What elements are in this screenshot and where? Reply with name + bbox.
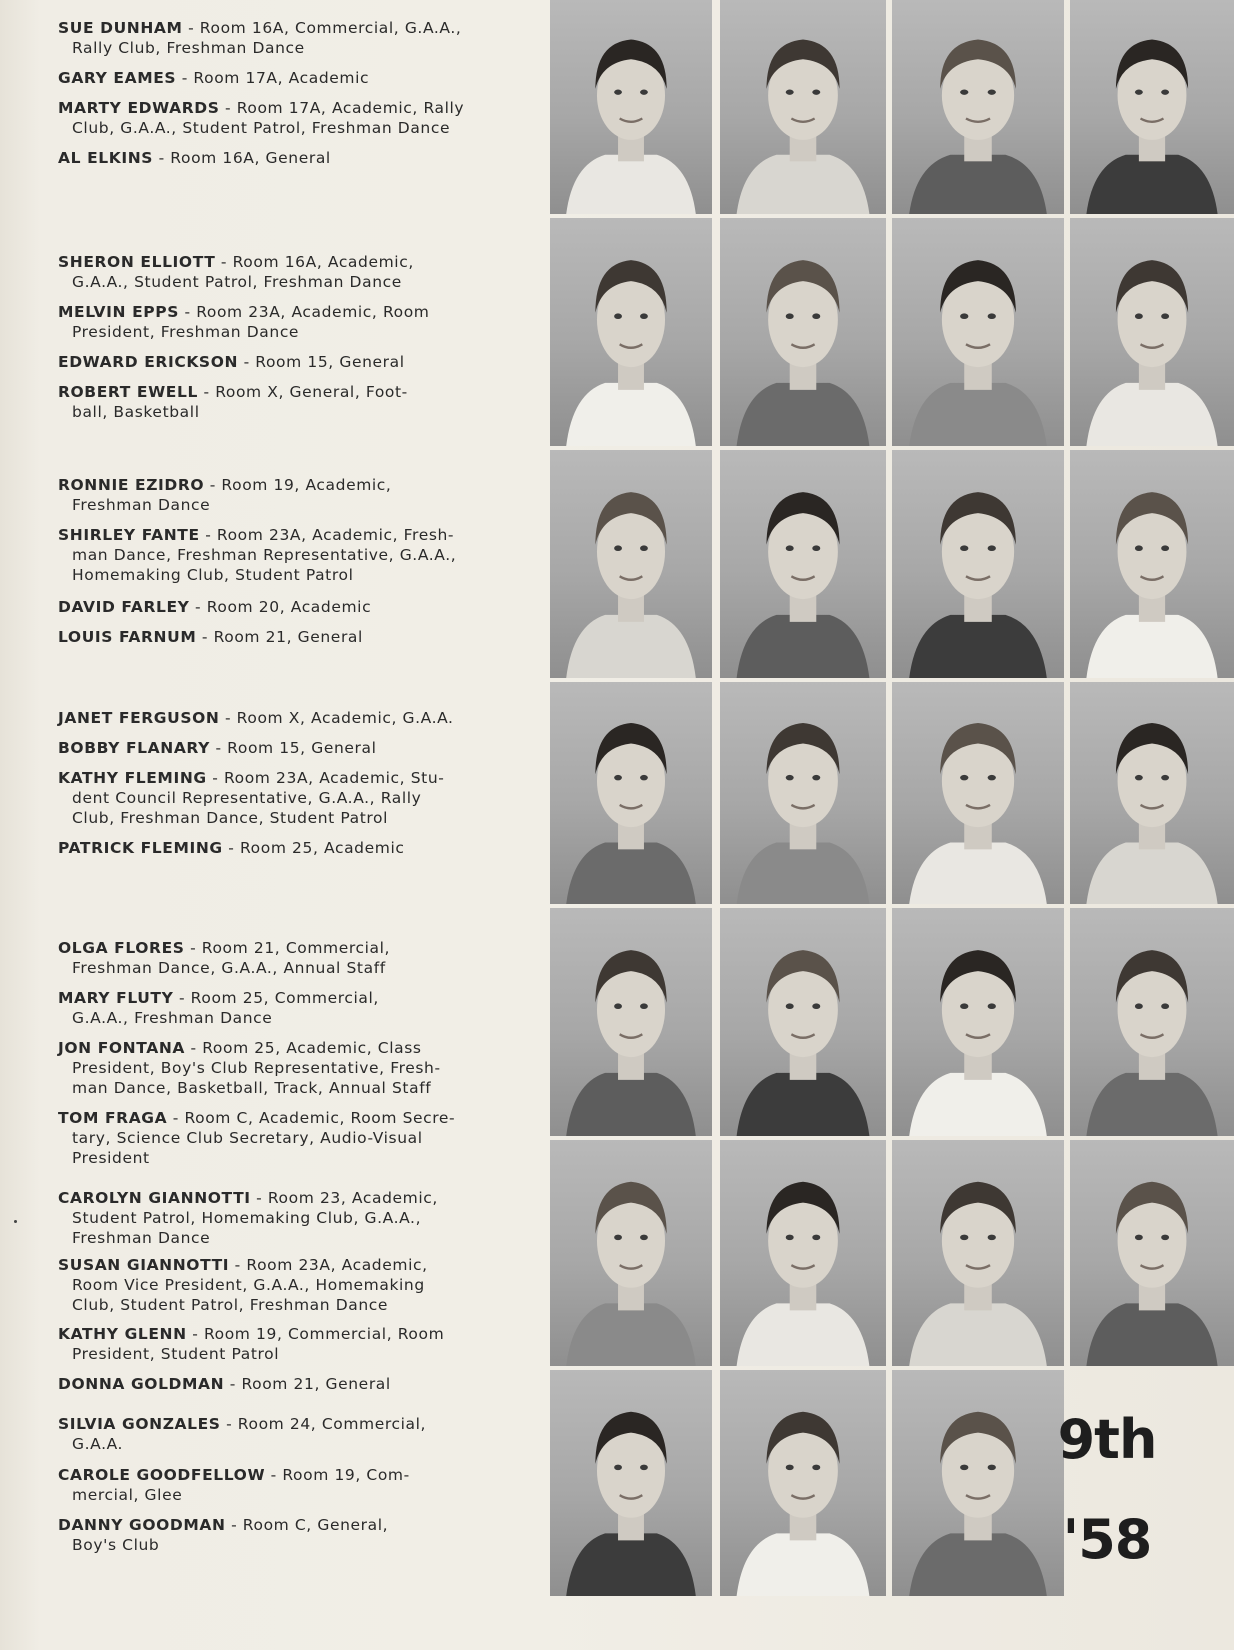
student-portrait	[720, 682, 886, 904]
student-entry-first-line	[58, 18, 518, 38]
student-name: RONNIE EZIDRO	[58, 476, 205, 494]
student-details: - Room C, General,	[225, 1516, 389, 1534]
student-details: - Room 23A, Academic,	[229, 1256, 428, 1274]
student-entry	[58, 738, 518, 758]
student-entry	[58, 1465, 518, 1505]
student-name: CAROLE GOODFELLOW	[58, 1466, 266, 1484]
student-details-continued: Student Patrol, Homemaking Club, G.A.A.,	[72, 1209, 422, 1227]
portrait-silhouette	[720, 1140, 886, 1366]
student-portrait	[550, 682, 712, 904]
student-details: - Room 16A, Commercial, G.A.A.,	[182, 19, 462, 37]
student-portrait	[550, 450, 712, 678]
student-list	[0, 0, 540, 1650]
student-details: - Room 23A, Academic, Room	[178, 303, 430, 321]
student-entry	[58, 1038, 518, 1098]
portrait-silhouette	[720, 682, 886, 904]
student-entry	[58, 1414, 518, 1454]
student-entry	[58, 1515, 518, 1555]
student-portrait	[1070, 1140, 1234, 1366]
student-portrait	[720, 0, 886, 214]
student-entry-first-line	[58, 302, 518, 322]
student-entry-first-line	[58, 68, 518, 88]
portrait-silhouette	[1070, 218, 1234, 446]
portrait-silhouette	[1070, 450, 1234, 678]
student-entry	[58, 18, 518, 58]
student-entry	[58, 98, 518, 138]
student-entry-first-line	[58, 838, 518, 858]
student-entry-first-line	[58, 1374, 518, 1394]
student-details-continued: President, Boy's Club Representative, Fresh-	[72, 1059, 441, 1077]
student-entry	[58, 1188, 518, 1248]
student-portrait	[1070, 218, 1234, 446]
student-entry-first-line	[58, 1038, 518, 1058]
student-entry	[58, 252, 518, 292]
student-entry	[58, 352, 518, 372]
student-name: JANET FERGUSON	[58, 709, 220, 727]
student-details-continued: President, Freshman Dance	[72, 323, 300, 341]
student-portrait	[550, 218, 712, 446]
portrait-silhouette	[892, 0, 1064, 214]
student-entry-first-line	[58, 627, 518, 647]
student-portrait	[1070, 450, 1234, 678]
student-entry-first-line	[58, 475, 518, 495]
student-details-continued: Room Vice President, G.A.A., Homemaking	[72, 1276, 425, 1294]
student-details-continued: Club, Freshman Dance, Student Patrol	[72, 809, 389, 827]
student-details-continued: man Dance, Freshman Representative, G.A.A.,	[72, 546, 457, 564]
student-name: CAROLYN GIANNOTTI	[58, 1189, 251, 1207]
student-details: - Room 23, Academic,	[250, 1189, 438, 1207]
student-name: LOUIS FARNUM	[58, 628, 197, 646]
student-entry	[58, 1108, 518, 1168]
student-entry-first-line	[58, 1465, 518, 1485]
portrait-silhouette	[1070, 1140, 1234, 1366]
student-entry	[58, 838, 518, 858]
student-details: - Room 15, General	[238, 353, 405, 371]
student-details: - Room 25, Academic, Class	[184, 1039, 422, 1057]
student-details-continued: Boy's Club	[72, 1536, 160, 1554]
student-details-continued: tary, Science Club Secretary, Audio-Visual	[72, 1129, 423, 1147]
portrait-silhouette	[550, 450, 712, 678]
student-details: - Room 16A, General	[153, 149, 331, 167]
student-name: DANNY GOODMAN	[58, 1516, 226, 1534]
portrait-silhouette	[550, 218, 712, 446]
student-details-continued: ball, Basketball	[72, 403, 200, 421]
student-portrait	[720, 218, 886, 446]
student-portrait	[720, 908, 886, 1136]
student-entry-first-line	[58, 1414, 518, 1434]
student-details-continued: man Dance, Basketball, Track, Annual Staff	[72, 1079, 432, 1097]
student-name: EDWARD ERICKSON	[58, 353, 239, 371]
student-entry	[58, 768, 518, 828]
student-details-continued: Rally Club, Freshman Dance	[72, 39, 305, 57]
student-portrait	[550, 0, 712, 214]
student-portrait	[1070, 0, 1234, 214]
student-entry-first-line	[58, 525, 518, 545]
student-name: TOM FRAGA	[58, 1109, 168, 1127]
student-entry	[58, 525, 518, 585]
student-details-continued: Club, Student Patrol, Freshman Dance	[72, 1296, 389, 1314]
student-entry-first-line	[58, 988, 518, 1008]
portrait-silhouette	[720, 218, 886, 446]
portrait-silhouette	[892, 1140, 1064, 1366]
student-portrait	[720, 1140, 886, 1366]
photo-grid	[548, 0, 1234, 1600]
student-name: DAVID FARLEY	[58, 598, 190, 616]
student-entry	[58, 597, 518, 617]
student-entry-first-line	[58, 738, 518, 758]
student-entry	[58, 302, 518, 342]
student-details: - Room 25, Academic	[222, 839, 405, 857]
student-portrait	[1070, 908, 1234, 1136]
student-name: MELVIN EPPS	[58, 303, 179, 321]
student-entry	[58, 1374, 518, 1394]
portrait-silhouette	[892, 908, 1064, 1136]
student-entry-first-line	[58, 1108, 518, 1128]
student-entry-first-line	[58, 768, 518, 788]
student-details: - Room 17A, Academic	[176, 69, 370, 87]
student-entry-first-line	[58, 382, 518, 402]
student-details-continued: Freshman Dance, G.A.A., Annual Staff	[72, 959, 386, 977]
student-name: OLGA FLORES	[58, 939, 185, 957]
student-entry	[58, 475, 518, 515]
grade-label: 9th	[1057, 1408, 1157, 1471]
student-name: MARTY EDWARDS	[58, 99, 220, 117]
student-portrait	[892, 682, 1064, 904]
portrait-silhouette	[892, 218, 1064, 446]
student-entry	[58, 938, 518, 978]
portrait-silhouette	[720, 450, 886, 678]
student-name: JON FONTANA	[58, 1039, 185, 1057]
student-entry	[58, 1324, 518, 1364]
student-entry-first-line	[58, 938, 518, 958]
student-portrait	[892, 908, 1064, 1136]
student-name: GARY EAMES	[58, 69, 177, 87]
portrait-silhouette	[550, 908, 712, 1136]
student-details-continued: President	[72, 1149, 150, 1167]
portrait-silhouette	[720, 0, 886, 214]
student-entry-first-line	[58, 352, 518, 372]
student-name: SHERON ELLIOTT	[58, 253, 216, 271]
student-entry	[58, 382, 518, 422]
portrait-silhouette	[892, 682, 1064, 904]
student-details: - Room 23A, Academic, Stu-	[206, 769, 445, 787]
student-details: - Room 25, Commercial,	[173, 989, 379, 1007]
student-entry	[58, 627, 518, 647]
student-entry-first-line	[58, 98, 518, 118]
student-portrait	[892, 0, 1064, 214]
student-details-continued: dent Council Representative, G.A.A., Rally	[72, 789, 422, 807]
student-portrait	[720, 450, 886, 678]
student-details-continued: G.A.A., Freshman Dance	[72, 1009, 273, 1027]
student-details-continued: Club, G.A.A., Student Patrol, Freshman Dance	[72, 119, 451, 137]
student-details: - Room 21, General	[196, 628, 363, 646]
student-entry-first-line	[58, 597, 518, 617]
student-details-continued: Freshman Dance	[72, 1229, 211, 1247]
student-name: SUE DUNHAM	[58, 19, 183, 37]
portrait-silhouette	[1070, 0, 1234, 214]
student-name: AL ELKINS	[58, 149, 154, 167]
student-entry	[58, 708, 518, 728]
student-entry	[58, 68, 518, 88]
student-name: DONNA GOLDMAN	[58, 1375, 225, 1393]
student-portrait	[892, 218, 1064, 446]
portrait-silhouette	[720, 1370, 886, 1596]
student-details: - Room 23A, Academic, Fresh-	[199, 526, 455, 544]
student-details-continued: G.A.A.	[72, 1435, 124, 1453]
student-details-continued: President, Student Patrol	[72, 1345, 280, 1363]
student-details: - Room X, General, Foot-	[197, 383, 408, 401]
student-details: - Room 20, Academic	[189, 598, 372, 616]
student-portrait	[550, 1140, 712, 1366]
student-entry	[58, 1255, 518, 1315]
student-details: - Room C, Academic, Room Secre-	[167, 1109, 456, 1127]
year-label: '58	[1062, 1508, 1152, 1571]
student-name: SILVIA GONZALES	[58, 1415, 221, 1433]
student-portrait	[892, 1140, 1064, 1366]
student-details-continued: Freshman Dance	[72, 496, 211, 514]
student-details: - Room 19, Commercial, Room	[186, 1325, 445, 1343]
portrait-silhouette	[720, 908, 886, 1136]
student-details-continued: mercial, Glee	[72, 1486, 183, 1504]
student-portrait	[550, 908, 712, 1136]
student-details: - Room 21, General	[224, 1375, 391, 1393]
student-portrait	[550, 1370, 712, 1596]
student-name: ROBERT EWELL	[58, 383, 198, 401]
student-details: - Room X, Academic, G.A.A.	[219, 709, 454, 727]
portrait-silhouette	[550, 0, 712, 214]
student-portrait	[1070, 682, 1234, 904]
student-entry-first-line	[58, 1255, 518, 1275]
portrait-silhouette	[550, 1140, 712, 1366]
student-entry-first-line	[58, 1324, 518, 1344]
student-name: MARY FLUTY	[58, 989, 174, 1007]
student-details-continued: G.A.A., Student Patrol, Freshman Dance	[72, 273, 402, 291]
student-name: SUSAN GIANNOTTI	[58, 1256, 230, 1274]
portrait-silhouette	[550, 682, 712, 904]
student-details: - Room 19, Com-	[265, 1466, 410, 1484]
student-details: - Room 24, Commercial,	[220, 1415, 427, 1433]
student-entry-first-line	[58, 148, 518, 168]
student-name: KATHY GLENN	[58, 1325, 187, 1343]
student-details-continued: Homemaking Club, Student Patrol	[72, 566, 354, 584]
student-details: - Room 17A, Academic, Rally	[219, 99, 465, 117]
portrait-silhouette	[1070, 908, 1234, 1136]
student-entry	[58, 148, 518, 168]
student-entry-first-line	[58, 252, 518, 272]
student-details: - Room 19, Academic,	[204, 476, 392, 494]
student-entry	[58, 988, 518, 1028]
portrait-silhouette	[892, 450, 1064, 678]
student-name: KATHY FLEMING	[58, 769, 207, 787]
portrait-silhouette	[550, 1370, 712, 1596]
student-details: - Room 15, General	[209, 739, 377, 757]
student-name: BOBBY FLANARY	[58, 739, 210, 757]
student-portrait	[892, 450, 1064, 678]
student-details: - Room 16A, Academic,	[215, 253, 414, 271]
student-entry-first-line	[58, 1515, 518, 1535]
student-name: SHIRLEY FANTE	[58, 526, 200, 544]
student-portrait	[720, 1370, 886, 1596]
portrait-silhouette	[1070, 682, 1234, 904]
student-name: PATRICK FLEMING	[58, 839, 223, 857]
student-entry-first-line	[58, 708, 518, 728]
student-details: - Room 21, Commercial,	[184, 939, 391, 957]
student-entry-first-line	[58, 1188, 518, 1208]
